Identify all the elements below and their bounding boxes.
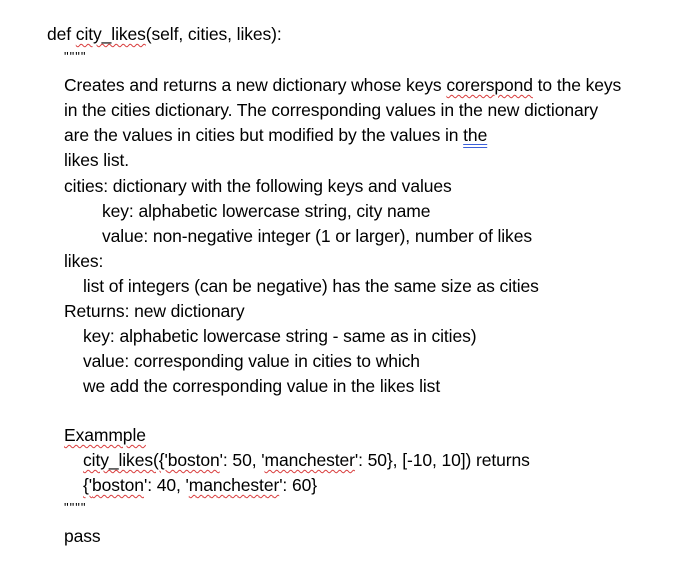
- returns-add-line: we add the corresponding value in the likes list: [83, 376, 441, 396]
- cities-value-line: value: non-negative integer (1 or larger), number of likes: [102, 226, 532, 246]
- function-name: city_likes: [75, 24, 146, 44]
- function-signature: [47, 22, 282, 46]
- description-line-2: in the cities dictionary. The corresponding values in the new dictionary: [64, 100, 598, 120]
- result-end: ': 60}: [279, 475, 317, 495]
- example-manchester: manchester: [264, 450, 355, 470]
- cities-key-line: key: alphabetic lowercase string, city name: [102, 201, 431, 221]
- example-call-open: ({': [153, 450, 168, 470]
- desc1-text-a: Creates and returns a new dictionary whose keys: [64, 75, 447, 95]
- returns-key-line: key: alphabetic lowercase string - same as in cities): [83, 326, 477, 346]
- example-result-line: [83, 473, 317, 497]
- returns-value-line: value: corresponding value in cities to which: [83, 351, 420, 371]
- def-keyword: def: [47, 24, 76, 44]
- example-call-name: city_likes: [83, 450, 153, 470]
- example-call-line: [83, 448, 530, 472]
- desc1-typo: corerspond: [446, 75, 533, 95]
- function-params: (self, cities, likes):: [145, 24, 282, 44]
- cities-header: cities: dictionary with the following keys and values: [64, 176, 452, 196]
- pass-statement: pass: [64, 526, 101, 546]
- example-header-text: Exammple: [64, 425, 146, 445]
- desc3-text: are the values in cities but modified by the values in: [64, 125, 464, 145]
- description-line-3: [64, 123, 487, 147]
- result-open: {': [83, 475, 92, 495]
- likes-header: likes:: [64, 251, 104, 271]
- description-line-1: [64, 73, 621, 97]
- description-line-4: likes list.: [64, 150, 130, 170]
- docstring-close-quotes: """": [64, 500, 87, 515]
- example-boston: boston: [167, 450, 220, 470]
- result-boston: boston: [92, 475, 144, 495]
- returns-header: Returns: new dictionary: [64, 301, 245, 321]
- result-mid: ': 40, ': [143, 475, 189, 495]
- docstring-open-quotes: """": [64, 49, 87, 64]
- example-mid: ': 50, ': [219, 450, 265, 470]
- result-manchester: manchester: [188, 475, 280, 495]
- example-end: ': 50}, [-10, 10]) returns: [354, 450, 530, 470]
- example-header: [64, 423, 146, 447]
- desc1-text-b: to the keys: [532, 75, 622, 95]
- likes-description: list of integers (can be negative) has the same size as cities: [83, 276, 539, 296]
- desc3-the: the: [463, 125, 488, 145]
